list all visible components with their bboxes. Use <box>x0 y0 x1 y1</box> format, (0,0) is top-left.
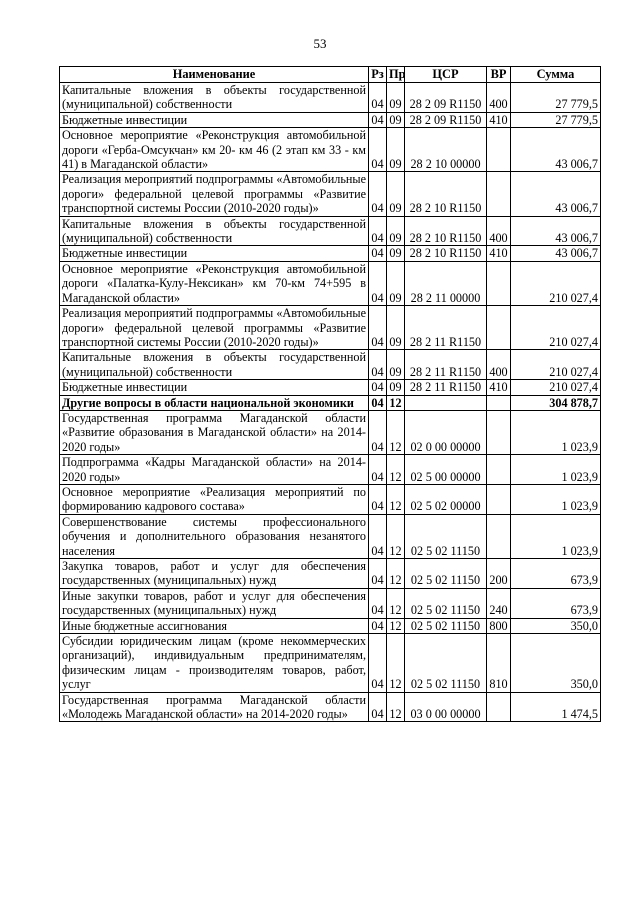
cell-vr: 240 <box>487 588 511 618</box>
cell-vr: 410 <box>487 380 511 395</box>
cell-name: Основное мероприятие «Реконструкция автомобильной дороги «Палатка-Кулу-Нексикан» км 70-км 74+595 в Магаданской области» <box>60 261 369 305</box>
cell-rz: 04 <box>369 618 387 633</box>
cell-name: Государственная программа Магаданской области «Развитие образования в Магаданской области» на 2014-2020 годы» <box>60 410 369 454</box>
budget-table <box>59 66 601 722</box>
cell-pr: 12 <box>387 588 405 618</box>
cell-csr: 28 2 09 R1150 <box>405 112 487 127</box>
table-row <box>60 559 601 589</box>
cell-csr: 02 5 02 11150 <box>405 514 487 558</box>
cell-pr: 09 <box>387 350 405 380</box>
cell-rz: 04 <box>369 306 387 350</box>
cell-sum: 350,0 <box>511 634 601 693</box>
cell-sum: 27 779,5 <box>511 112 601 127</box>
cell-sum: 210 027,4 <box>511 261 601 305</box>
cell-vr: 400 <box>487 83 511 113</box>
table-row <box>60 112 601 127</box>
cell-csr: 02 5 00 00000 <box>405 455 487 485</box>
cell-name: Бюджетные инвестиции <box>60 112 369 127</box>
page-number: 53 <box>313 36 327 51</box>
cell-vr <box>487 261 511 305</box>
cell-csr: 02 5 02 11150 <box>405 588 487 618</box>
cell-csr: 02 5 02 00000 <box>405 484 487 514</box>
cell-vr <box>487 306 511 350</box>
cell-name: Реализация мероприятий подпрограммы «Автомобильные дороги» федеральной целевой программы «Развитие транспортной системы России (2010-2020 годы)» <box>60 172 369 216</box>
cell-vr: 400 <box>487 350 511 380</box>
cell-sum: 673,9 <box>511 588 601 618</box>
cell-rz: 04 <box>369 559 387 589</box>
cell-rz: 04 <box>369 128 387 172</box>
cell-pr: 12 <box>387 692 405 722</box>
table-row <box>60 588 601 618</box>
table-body <box>60 83 601 722</box>
table-row <box>60 350 601 380</box>
table-row <box>60 83 601 113</box>
table-row <box>60 484 601 514</box>
cell-rz: 04 <box>369 455 387 485</box>
cell-pr: 12 <box>387 514 405 558</box>
cell-pr: 09 <box>387 261 405 305</box>
cell-csr: 28 2 10 00000 <box>405 128 487 172</box>
table-row <box>60 380 601 395</box>
cell-vr: 200 <box>487 559 511 589</box>
cell-pr: 09 <box>387 306 405 350</box>
cell-rz: 04 <box>369 112 387 127</box>
cell-pr: 09 <box>387 112 405 127</box>
cell-sum: 1 023,9 <box>511 410 601 454</box>
cell-csr: 02 5 02 11150 <box>405 618 487 633</box>
cell-csr <box>405 395 487 410</box>
header-rz: Рз <box>369 67 387 83</box>
table-row <box>60 634 601 693</box>
cell-name: Капитальные вложения в объекты государственной (муниципальной) собственности <box>60 350 369 380</box>
cell-name: Капитальные вложения в объекты государственной (муниципальной) собственности <box>60 216 369 246</box>
cell-vr: 800 <box>487 618 511 633</box>
cell-vr <box>487 128 511 172</box>
cell-name: Иные закупки товаров, работ и услуг для обеспечения государственных (муниципальных) нужд <box>60 588 369 618</box>
header-sum: Сумма <box>511 67 601 83</box>
table-row <box>60 514 601 558</box>
cell-rz: 04 <box>369 484 387 514</box>
cell-pr: 09 <box>387 380 405 395</box>
cell-csr: 02 5 02 11150 <box>405 634 487 693</box>
cell-vr <box>487 692 511 722</box>
cell-vr: 400 <box>487 216 511 246</box>
cell-csr: 28 2 10 R1150 <box>405 246 487 261</box>
cell-csr: 28 2 09 R1150 <box>405 83 487 113</box>
cell-name: Другие вопросы в области национальной экономики <box>60 395 369 410</box>
cell-sum: 43 006,7 <box>511 216 601 246</box>
cell-sum: 350,0 <box>511 618 601 633</box>
cell-vr: 810 <box>487 634 511 693</box>
cell-pr: 12 <box>387 618 405 633</box>
cell-sum: 1 474,5 <box>511 692 601 722</box>
cell-csr: 28 2 10 R1150 <box>405 216 487 246</box>
table-row <box>60 246 601 261</box>
table-row <box>60 306 601 350</box>
header-name: Наименование <box>60 67 369 83</box>
cell-name: Основное мероприятие «Реконструкция автомобильной дороги «Герба-Омсукчан» км 20- км 46 (2 этап км 33 - км 41) в Магаданской области» <box>60 128 369 172</box>
cell-vr <box>487 172 511 216</box>
cell-pr: 12 <box>387 395 405 410</box>
cell-name: Основное мероприятие «Реализация мероприятий по формированию кадрового состава» <box>60 484 369 514</box>
cell-sum: 1 023,9 <box>511 455 601 485</box>
cell-sum: 304 878,7 <box>511 395 601 410</box>
table-header-row <box>60 67 601 83</box>
cell-vr <box>487 514 511 558</box>
cell-name: Капитальные вложения в объекты государственной (муниципальной) собственности <box>60 83 369 113</box>
cell-csr: 28 2 11 R1150 <box>405 350 487 380</box>
cell-rz: 04 <box>369 410 387 454</box>
cell-name: Подпрограмма «Кадры Магаданской области» на 2014-2020 годы» <box>60 455 369 485</box>
cell-csr: 03 0 00 00000 <box>405 692 487 722</box>
table-row <box>60 395 601 410</box>
cell-rz: 04 <box>369 380 387 395</box>
cell-sum: 210 027,4 <box>511 306 601 350</box>
cell-rz: 04 <box>369 634 387 693</box>
cell-sum: 1 023,9 <box>511 514 601 558</box>
cell-sum: 27 779,5 <box>511 83 601 113</box>
cell-rz: 04 <box>369 172 387 216</box>
cell-pr: 09 <box>387 83 405 113</box>
cell-sum: 43 006,7 <box>511 246 601 261</box>
table-row <box>60 261 601 305</box>
cell-sum: 43 006,7 <box>511 128 601 172</box>
cell-rz: 04 <box>369 83 387 113</box>
cell-sum: 1 023,9 <box>511 484 601 514</box>
table-row <box>60 128 601 172</box>
header-csr: ЦСР <box>405 67 487 83</box>
table-row <box>60 216 601 246</box>
cell-vr <box>487 484 511 514</box>
cell-pr: 09 <box>387 172 405 216</box>
header-vr: ВР <box>487 67 511 83</box>
cell-sum: 673,9 <box>511 559 601 589</box>
cell-pr: 12 <box>387 634 405 693</box>
cell-pr: 09 <box>387 128 405 172</box>
cell-pr: 12 <box>387 559 405 589</box>
cell-name: Закупка товаров, работ и услуг для обеспечения государственных (муниципальных) нужд <box>60 559 369 589</box>
cell-rz: 04 <box>369 350 387 380</box>
cell-pr: 09 <box>387 216 405 246</box>
cell-sum: 43 006,7 <box>511 172 601 216</box>
table-row <box>60 618 601 633</box>
cell-pr: 12 <box>387 455 405 485</box>
cell-pr: 09 <box>387 246 405 261</box>
cell-csr: 28 2 11 R1150 <box>405 306 487 350</box>
cell-rz: 04 <box>369 246 387 261</box>
cell-vr: 410 <box>487 112 511 127</box>
cell-pr: 12 <box>387 410 405 454</box>
cell-name: Бюджетные инвестиции <box>60 380 369 395</box>
table-row <box>60 410 601 454</box>
cell-name: Бюджетные инвестиции <box>60 246 369 261</box>
table-row <box>60 455 601 485</box>
cell-name: Реализация мероприятий подпрограммы «Автомобильные дороги» федеральной целевой программы «Развитие транспортной системы России (2010-2020 годы)» <box>60 306 369 350</box>
cell-name: Государственная программа Магаданской области «Молодежь Магаданской области» на 2014-2020 годы» <box>60 692 369 722</box>
cell-rz: 04 <box>369 395 387 410</box>
cell-rz: 04 <box>369 514 387 558</box>
cell-csr: 28 2 11 00000 <box>405 261 487 305</box>
cell-pr: 12 <box>387 484 405 514</box>
cell-vr <box>487 455 511 485</box>
cell-rz: 04 <box>369 588 387 618</box>
cell-rz: 04 <box>369 692 387 722</box>
cell-vr: 410 <box>487 246 511 261</box>
cell-vr <box>487 395 511 410</box>
cell-csr: 28 2 11 R1150 <box>405 380 487 395</box>
cell-csr: 28 2 10 R1150 <box>405 172 487 216</box>
cell-csr: 02 5 02 11150 <box>405 559 487 589</box>
cell-csr: 02 0 00 00000 <box>405 410 487 454</box>
cell-name: Иные бюджетные ассигнования <box>60 618 369 633</box>
cell-rz: 04 <box>369 261 387 305</box>
cell-vr <box>487 410 511 454</box>
table-row <box>60 172 601 216</box>
table-row <box>60 692 601 722</box>
cell-sum: 210 027,4 <box>511 380 601 395</box>
cell-sum: 210 027,4 <box>511 350 601 380</box>
header-pr: Пр <box>387 67 405 83</box>
cell-name: Субсидии юридическим лицам (кроме некоммерческих организаций), индивидуальным предпринимателям, физическим лицам - производителям товаров, работ, услуг <box>60 634 369 693</box>
cell-rz: 04 <box>369 216 387 246</box>
cell-name: Совершенствование системы профессионального обучения и дополнительного образования незанятого населения <box>60 514 369 558</box>
